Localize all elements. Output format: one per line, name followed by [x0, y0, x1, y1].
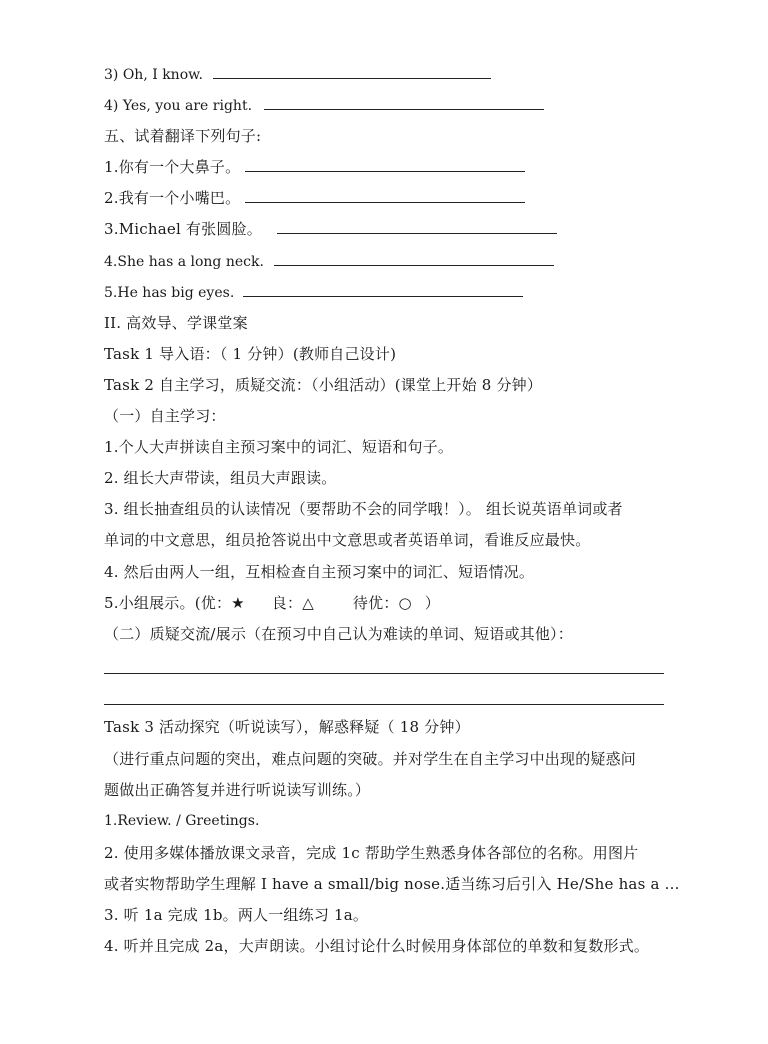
activity-line: 3. 听 1a 完成 1b。两人一组练习 1a。: [104, 906, 369, 924]
star-icon: ★: [231, 594, 245, 612]
answer-blank[interactable]: [277, 219, 557, 234]
step-line: 4. 然后由两人一组，互相检查自主预习案中的词汇、短语情况。: [104, 563, 535, 581]
step-line: 2. 组长大声带读，组员大声跟读。: [104, 469, 337, 487]
activity-line: 或者实物帮助学生理解 I have a small/big nose.适当练习后引入 He/She has a …: [104, 875, 680, 893]
subsection-title: （一）自主学习：: [104, 407, 226, 425]
translate-item: 1.你有一个大鼻子。: [104, 157, 525, 177]
translate-item: 4.She has a long neck.: [104, 251, 554, 272]
writing-line[interactable]: [104, 673, 664, 674]
exercise-line: 4) Yes, you are right.: [104, 95, 544, 116]
section-title: 五、试着翻译下列句子:: [104, 127, 262, 145]
answer-blank[interactable]: [274, 251, 554, 266]
triangle-icon: △: [302, 594, 314, 612]
section-title: II. 高效导、学课堂案: [104, 314, 248, 332]
translate-item: 2.我有一个小嘴巴。: [104, 188, 525, 208]
step-line: 1.个人大声拼读自主预习案中的词汇、短语和句子。: [104, 438, 454, 456]
answer-blank[interactable]: [264, 95, 544, 110]
note-line: （进行重点问题的突出，难点问题的突破。并对学生在自主学习中出现的疑惑问: [104, 750, 637, 768]
answer-blank[interactable]: [245, 188, 525, 203]
activity-line: 1.Review. / Greetings.: [104, 813, 260, 829]
activity-line: 4. 听并且完成 2a，大声朗读。小组讨论什么时候用身体部位的单数和复数形式。: [104, 937, 650, 955]
translate-item: 3.Michael 有张圆脸。: [104, 219, 557, 239]
group-show-line: 5.小组展示。(优：★ 良：△ 待优：○ ）: [104, 594, 440, 612]
translate-item: 5.He has big eyes.: [104, 282, 523, 303]
task-line: Task 3 活动探究（听说读写），解惑释疑（ 18 分钟）: [104, 718, 470, 736]
answer-blank[interactable]: [213, 64, 491, 79]
subsection-title: （二）质疑交流/展示（在预习中自己认为难读的单词、短语或其他）：: [104, 625, 573, 643]
circle-icon: ○: [398, 594, 412, 612]
exercise-line: 3) Oh, I know.: [104, 64, 491, 85]
note-line: 题做出正确答复并进行听说读写训练。）: [104, 781, 371, 799]
activity-line: 2. 使用多媒体播放课文录音，完成 1c 帮助学生熟悉身体各部位的名称。用图片: [104, 844, 639, 862]
answer-blank[interactable]: [245, 157, 525, 172]
answer-blank[interactable]: [243, 282, 523, 297]
step-line: 单词的中文意思，组员抢答说出中文意思或者英语单词，看谁反应最快。: [104, 531, 591, 549]
step-line: 3. 组长抽查组员的认读情况（要帮助不会的同学哦！）。 组长说英语单词或者: [104, 500, 623, 518]
writing-line[interactable]: [104, 704, 664, 705]
task-line: Task 2 自主学习，质疑交流：（小组活动）(课堂上开始 8 分钟）: [104, 376, 543, 394]
task-line: Task 1 导入语：（ 1 分钟）(教师自己设计): [104, 345, 397, 363]
